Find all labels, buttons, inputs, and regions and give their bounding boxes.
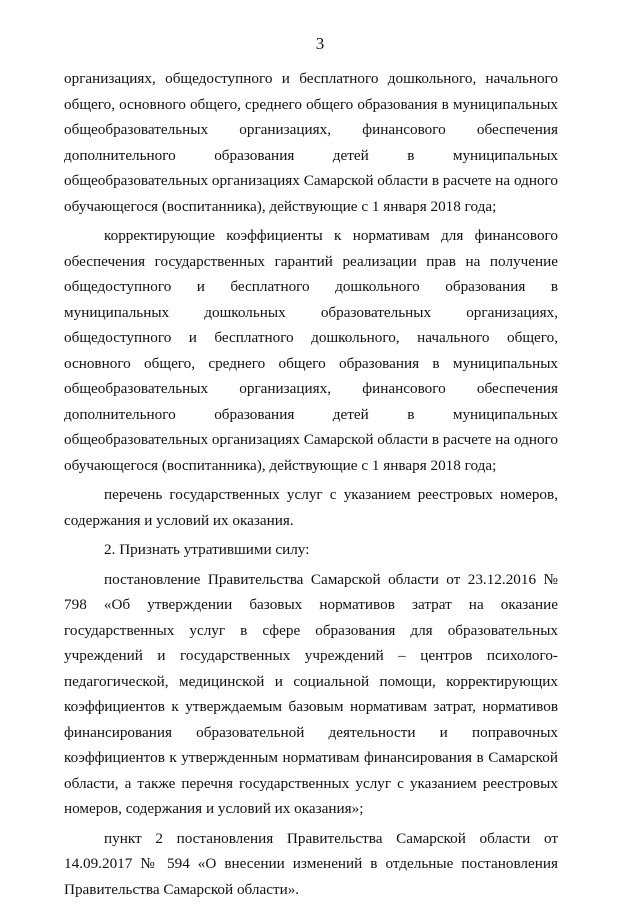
paragraph-repealed-resolution-798: постановление Правительства Самарской области от 23.12.2016 № 798 «Об утверждении базовых нормативов затрат на оказание государственных услуг в сфере образования для образовательных учреждений и государственных учреждений – центров психолого-педагогической, медицинской и социальной помощи, корректирующих коэффициентов к утверждаемым базовым нормативам затрат, нормативов финансирования образовательной деятельности и поправочных коэффициентов к утвержденным нормативам финансирования в Самарской области, а также перечня государственных услуг с указанием реестровых номеров, содержания и условий их оказания»; [64, 570, 558, 817]
paragraph-repeal-heading: 2. Признать утратившими силу: [104, 541, 310, 558]
paragraph-continuation: организациях, общедоступного и бесплатного дошкольного, начального общего, основного общего, среднего общего образования в муниципальных общеобразовательных организациях, финансового обеспечения дополнительного образования детей в муниципальных общеобразовательных организациях Самарской области в расчете на одного обучающегося (воспитанника), действующие с 1 января 2018 года; [64, 70, 558, 215]
paragraph-correction-coefficients: корректирующие коэффициенты к нормативам для финансового обеспечения государственных гарантий реализации прав на получение общедоступного и бесплатного дошкольного образования в муниципальных дошкольных образовательных организациях, общедоступного и бесплатного дошкольного, начального общего, основного общего, среднего общего образования в муниципальных общеобразовательных организациях, финансового обеспечения дополнительного образования детей в муниципальных общеобразовательных организациях Самарской области в расчете на одного обучающегося (воспитанника), действующие с 1 января 2018 года; [64, 227, 558, 474]
paragraph-repealed-resolution-594: пункт 2 постановления Правительства Самарской области от 14.09.2017 № 594 «О внесении изменений в отдельные постановления Правительства Самарской области». [64, 829, 558, 898]
document-body [64, 66, 558, 902]
page-number: 3 [315, 34, 325, 53]
paragraph-services-list: перечень государственных услуг с указанием реестровых номеров, содержания и условий их оказания. [64, 486, 558, 529]
